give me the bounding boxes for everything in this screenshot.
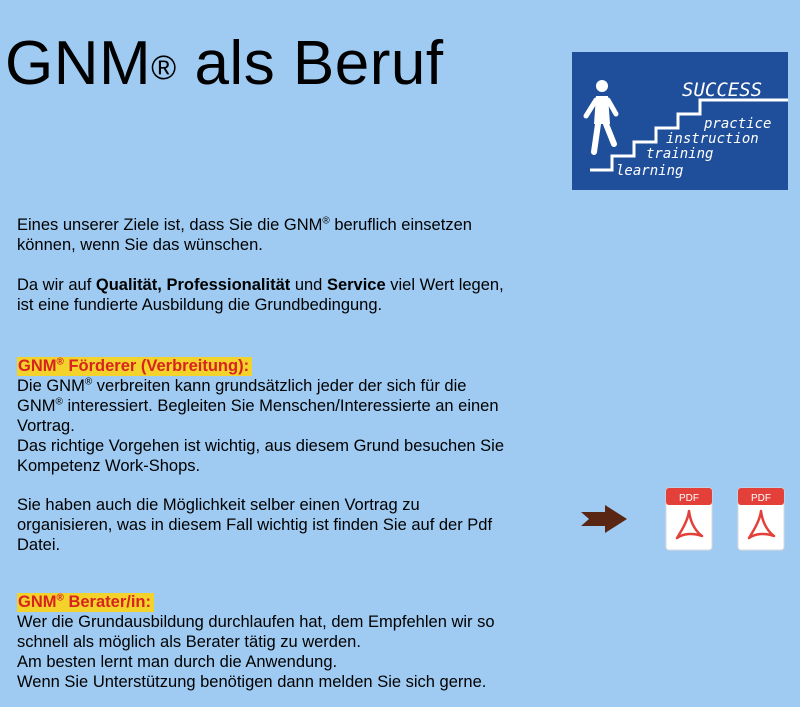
banner-learning-text: learning (616, 163, 684, 179)
pdf-file-icon (736, 486, 786, 552)
foerderer-paragraph-2: Sie haben auch die Möglichkeit selber einen Vortrag zu organisieren, was in diesem Fall wichtig ist finden Sie auf der Pdf Datei. (17, 496, 493, 554)
registered-mark: ® (151, 49, 177, 87)
banner-success-text: SUCCESS (682, 79, 763, 101)
foerderer-paragraph-1: Die GNM® verbreiten kann grundsätzlich jeder der sich für die GNM® interessiert. Begleiten Sie Menschen/Interessierte an einen Vortrag. Das richtige Vorgehen ist wichtig, aus diesem Grund besuchen Sie Kompetenz Work-Shops. (17, 376, 505, 475)
pdf-file-icon (664, 486, 714, 552)
banner-practice-text: practice (704, 116, 772, 132)
foerderer-section (17, 356, 577, 555)
berater-heading: GNM® Berater/in: (17, 593, 154, 612)
intro-paragraph-1: Eines unserer Ziele ist, dass Sie die GNM® beruflich einsetzen können, wenn Sie das wünschen. (17, 215, 472, 254)
banner-instruction-text: instruction (666, 131, 759, 147)
intro-paragraph-2: Da wir auf Qualität, Professionalität und Service viel Wert legen, ist eine fundierte Ausbildung die Grundbedingung. (17, 276, 504, 314)
banner-training-text: training (646, 146, 714, 162)
berater-paragraph: Wer die Grundausbildung durchlaufen hat, dem Empfehlen wir so schnell als möglich als Berater tätig zu werden. Am besten lernt man durch die Anwendung. Wenn Sie Unterstützung benötigen dann melden Sie sich gerne. (17, 613, 495, 691)
intro-section (17, 215, 577, 315)
walking-person-icon (586, 80, 616, 152)
berater-section (17, 592, 577, 692)
foerderer-heading: GNM® Förderer (Verbreitung): (17, 357, 252, 376)
page-title: GNM® als Beruf (5, 29, 444, 98)
pdf-label: PDF (751, 493, 771, 504)
pdf-download-1[interactable] (664, 486, 714, 552)
stairs-illustration (572, 52, 788, 190)
pdf-download-2[interactable] (736, 486, 786, 552)
success-stairs-banner (572, 52, 788, 190)
pdf-label: PDF (679, 493, 699, 504)
arrow-right-icon (581, 505, 629, 533)
